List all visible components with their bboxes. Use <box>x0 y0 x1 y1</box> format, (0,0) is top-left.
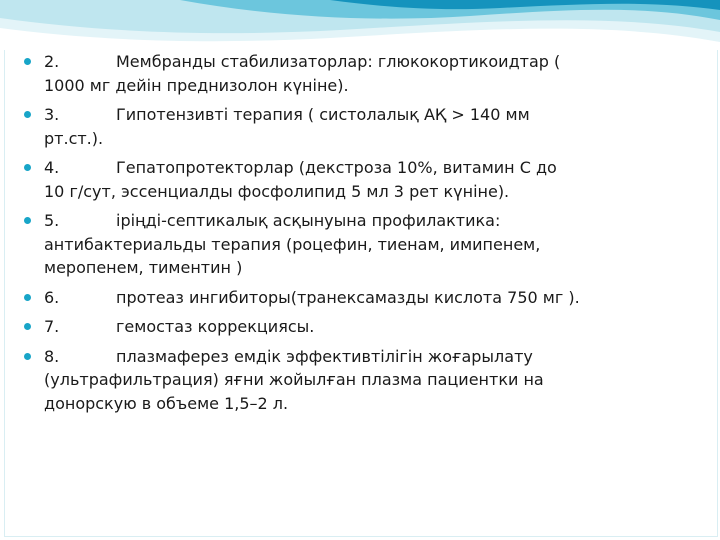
item-number: 7. <box>44 317 60 336</box>
bullet-dot-icon <box>24 294 31 301</box>
item-number: 4. <box>44 158 60 177</box>
list-item <box>20 286 580 310</box>
item-text: протеаз ингибиторы(транексамазды кислота 750 мг ). <box>116 287 580 307</box>
item-number: 3. <box>44 105 60 124</box>
item-text: іріңді-септикалық асқынуына профилактика: антибактериальды терапия (роцефин, тиенам, имипенем, меропенем, тиментин ) <box>44 211 541 277</box>
item-number: 6. <box>44 287 60 307</box>
bullet-list <box>20 50 580 421</box>
bullet-dot-icon <box>24 164 31 171</box>
list-item <box>20 103 580 150</box>
list-item <box>20 209 580 280</box>
bullet-dot-icon <box>24 58 31 65</box>
item-text: Гепатопротекторлар (декстроза 10%, витамин С до 10 г/сут, эссенциалды фосфолипид 5 мл 3 рет күніне). <box>44 158 557 201</box>
list-item <box>20 50 580 97</box>
item-text: Гипотензивті терапия ( систолалық АҚ > 140 мм рт.ст.). <box>44 105 530 148</box>
bullet-dot-icon <box>24 111 31 118</box>
item-number: 5. <box>44 211 60 230</box>
bullet-dot-icon <box>24 217 31 224</box>
item-text: Мембранды стабилизаторлар: глюкокортикоидтар ( 1000 мг дейін преднизолон күніне). <box>44 52 561 95</box>
bullet-dot-icon <box>24 353 31 360</box>
item-number: 2. <box>44 52 60 71</box>
list-item <box>20 315 580 339</box>
item-number: 8. <box>44 346 60 366</box>
item-text: гемостаз коррекциясы. <box>116 317 315 336</box>
item-text: плазмаферез емдік эффективтілігін жоғарылату (ультрафильтрация) яғни жойылған плазма пациентки на донорскую в объеме 1,5–2 л. <box>44 346 544 413</box>
list-item <box>20 345 580 416</box>
bullet-dot-icon <box>24 323 31 330</box>
list-item <box>20 156 580 203</box>
